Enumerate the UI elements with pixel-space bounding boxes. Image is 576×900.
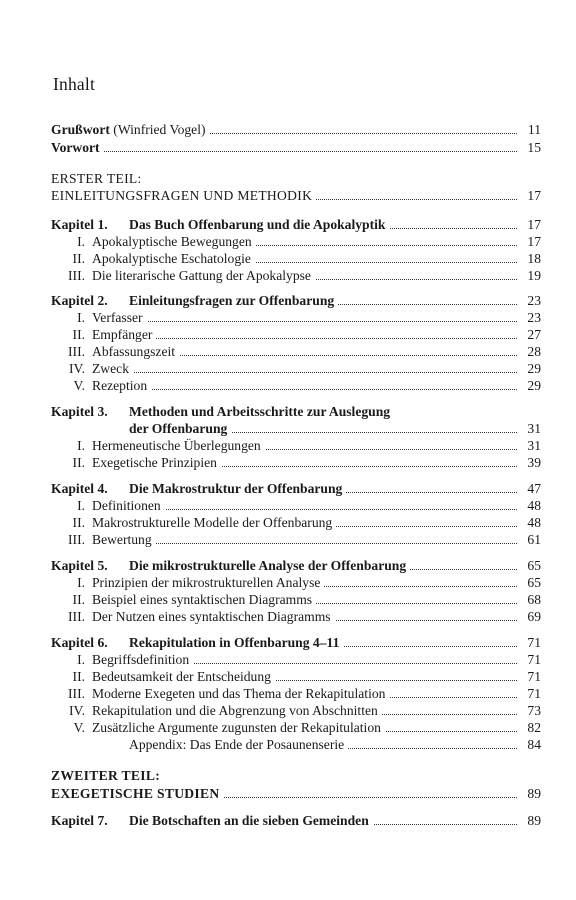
chapter-title: Einleitungsfragen zur Offenbarung bbox=[129, 292, 338, 309]
toc-entry-kapitel-1[interactable] bbox=[51, 216, 541, 233]
page-number: 47 bbox=[517, 480, 541, 497]
page-number: 71 bbox=[517, 668, 541, 685]
page-number: 28 bbox=[517, 343, 541, 360]
chapter-label: Kapitel 3. bbox=[51, 404, 108, 419]
entry-title: Grußwort bbox=[51, 122, 110, 137]
section-number: V. bbox=[51, 719, 85, 736]
chapter-label: Kapitel 2. bbox=[51, 293, 108, 308]
page-number: 17 bbox=[517, 216, 541, 233]
toc-entry-part2[interactable] bbox=[51, 785, 541, 802]
section-title: Zusätzliche Argumente zugunsten der Rekapitulation bbox=[92, 719, 385, 736]
page-number: 84 bbox=[517, 736, 541, 753]
section-title: Begriffsdefinition bbox=[92, 651, 193, 668]
chapter-title: Rekapitulation in Offenbarung 4–11 bbox=[129, 634, 343, 651]
toc-entry-grusswort[interactable] bbox=[51, 121, 541, 138]
section-number: II. bbox=[51, 668, 85, 685]
page-number: 65 bbox=[517, 557, 541, 574]
page-number: 11 bbox=[517, 121, 541, 138]
page-number: 19 bbox=[517, 267, 541, 284]
section-title: Empfänger bbox=[92, 326, 156, 343]
toc-entry-kapitel-4[interactable] bbox=[51, 480, 541, 497]
toc-subentry[interactable] bbox=[51, 497, 541, 514]
section-title: Bedeutsamkeit der Entscheidung bbox=[92, 668, 275, 685]
page-number: 31 bbox=[517, 420, 541, 437]
section-title: Zweck bbox=[92, 360, 133, 377]
section-number: IV. bbox=[51, 360, 85, 377]
part-heading: ZWEITER TEIL: bbox=[51, 768, 161, 783]
chapter-label: Kapitel 7. bbox=[51, 813, 108, 828]
section-title: Verfasser bbox=[92, 309, 147, 326]
section-number: IV. bbox=[51, 702, 85, 719]
toc-subentry[interactable] bbox=[51, 574, 541, 591]
page-number: 71 bbox=[517, 685, 541, 702]
toc-entry-part1[interactable] bbox=[51, 187, 541, 204]
toc-subentry[interactable] bbox=[51, 309, 541, 326]
chapter-title-cont: der Offenbarung bbox=[129, 420, 231, 437]
chapter-title: Die Makrostruktur der Offenbarung bbox=[129, 480, 346, 497]
toc-subentry[interactable] bbox=[51, 531, 541, 548]
page-number: 39 bbox=[517, 454, 541, 471]
section-title: Definitionen bbox=[92, 497, 165, 514]
section-title: Prinzipien der mikrostrukturellen Analyse bbox=[92, 574, 324, 591]
chapter-label: Kapitel 6. bbox=[51, 635, 108, 650]
chapter-label: Kapitel 1. bbox=[51, 217, 108, 232]
toc-entry-kapitel-3[interactable] bbox=[51, 420, 541, 437]
section-number: III. bbox=[51, 343, 85, 360]
section-number: I. bbox=[51, 309, 85, 326]
toc-subentry[interactable] bbox=[51, 651, 541, 668]
page-number: 48 bbox=[517, 497, 541, 514]
section-title: Bewertung bbox=[92, 531, 156, 548]
toc-entry-kapitel-5[interactable] bbox=[51, 557, 541, 574]
section-title: Beispiel eines syntaktischen Diagramms bbox=[92, 591, 316, 608]
toc-subentry[interactable] bbox=[51, 267, 541, 284]
section-number: V. bbox=[51, 377, 85, 394]
chapter-title: Methoden und Arbeitsschritte zur Auslegung bbox=[129, 404, 391, 419]
page-number: 71 bbox=[517, 651, 541, 668]
section-title: Apokalyptische Eschatologie bbox=[92, 250, 255, 267]
page-number: 89 bbox=[517, 785, 541, 802]
section-number: II. bbox=[51, 454, 85, 471]
toc-subentry[interactable] bbox=[51, 702, 541, 719]
section-number: II. bbox=[51, 591, 85, 608]
page-number: 68 bbox=[517, 591, 541, 608]
page-number: 18 bbox=[517, 250, 541, 267]
toc-subentry[interactable] bbox=[51, 608, 541, 625]
section-title: Abfassungszeit bbox=[92, 343, 179, 360]
toc-subentry[interactable] bbox=[51, 233, 541, 250]
part-heading: ERSTER TEIL: bbox=[51, 171, 142, 186]
page-number: 73 bbox=[517, 702, 541, 719]
page-number: 23 bbox=[517, 309, 541, 326]
section-number: I. bbox=[51, 574, 85, 591]
chapter-label: Kapitel 4. bbox=[51, 481, 108, 496]
section-title: Rezeption bbox=[92, 377, 151, 394]
entry-author: (Winfried Vogel) bbox=[109, 122, 206, 137]
toc-subentry[interactable] bbox=[51, 454, 541, 471]
chapter-title: Das Buch Offenbarung und die Apokalyptik bbox=[129, 216, 389, 233]
page-number: 23 bbox=[517, 292, 541, 309]
page-number: 15 bbox=[517, 139, 541, 156]
toc-subentry[interactable] bbox=[51, 719, 541, 736]
section-number: I. bbox=[51, 651, 85, 668]
toc-appendix[interactable] bbox=[51, 736, 541, 753]
page-number: 65 bbox=[517, 574, 541, 591]
page-number: 61 bbox=[517, 531, 541, 548]
page-number: 29 bbox=[517, 360, 541, 377]
section-number: III. bbox=[51, 531, 85, 548]
toc-entry-kapitel-6[interactable] bbox=[51, 634, 541, 651]
part-title: EXEGETISCHE STUDIEN bbox=[51, 785, 224, 802]
section-number: III. bbox=[51, 608, 85, 625]
page-number: 82 bbox=[517, 719, 541, 736]
page-number: 31 bbox=[517, 437, 541, 454]
section-number: III. bbox=[51, 267, 85, 284]
toc-subentry[interactable] bbox=[51, 668, 541, 685]
toc-subentry[interactable] bbox=[51, 437, 541, 454]
section-title: Exegetische Prinzipien bbox=[92, 454, 221, 471]
toc-subentry[interactable] bbox=[51, 591, 541, 608]
page-number: 17 bbox=[517, 233, 541, 250]
toc-subentry[interactable] bbox=[51, 377, 541, 394]
section-title: Apokalyptische Bewegungen bbox=[92, 233, 256, 250]
toc-entry-kapitel-7[interactable] bbox=[51, 812, 541, 829]
toc-subentry[interactable] bbox=[51, 514, 541, 531]
part-title: EINLEITUNGSFRAGEN UND METHODIK bbox=[51, 187, 316, 204]
page-number: 29 bbox=[517, 377, 541, 394]
page-number: 89 bbox=[517, 812, 541, 829]
page-number: 17 bbox=[517, 187, 541, 204]
toc-entry-kapitel-2[interactable] bbox=[51, 292, 541, 309]
section-number: I. bbox=[51, 437, 85, 454]
section-number: I. bbox=[51, 497, 85, 514]
section-title: Rekapitulation und die Abgrenzung von Abschnitten bbox=[92, 702, 382, 719]
toc-subentry[interactable] bbox=[51, 326, 541, 343]
section-title: Der Nutzen eines syntaktischen Diagramms bbox=[92, 608, 335, 625]
toc-entry-vorwort[interactable] bbox=[51, 139, 541, 156]
section-title: Die literarische Gattung der Apokalypse bbox=[92, 267, 315, 284]
section-number: I. bbox=[51, 233, 85, 250]
toc-subentry[interactable] bbox=[51, 250, 541, 267]
entry-title: Vorwort bbox=[51, 139, 104, 156]
page-number: 69 bbox=[517, 608, 541, 625]
section-number: II. bbox=[51, 326, 85, 343]
page-number: 71 bbox=[517, 634, 541, 651]
page-number: 48 bbox=[517, 514, 541, 531]
section-number: II. bbox=[51, 514, 85, 531]
page-title: Inhalt bbox=[53, 74, 96, 94]
toc-subentry[interactable] bbox=[51, 685, 541, 702]
page-number: 27 bbox=[517, 326, 541, 343]
toc-subentry[interactable] bbox=[51, 360, 541, 377]
section-number: II. bbox=[51, 250, 85, 267]
section-title: Makrostrukturelle Modelle der Offenbarung bbox=[92, 514, 336, 531]
section-number: III. bbox=[51, 685, 85, 702]
appendix-title: Appendix: Das Ende der Posaunenserie bbox=[129, 736, 348, 753]
chapter-label: Kapitel 5. bbox=[51, 558, 108, 573]
section-title: Hermeneutische Überlegungen bbox=[92, 437, 265, 454]
section-title: Moderne Exegeten und das Thema der Rekapitulation bbox=[92, 685, 389, 702]
toc-subentry[interactable] bbox=[51, 343, 541, 360]
chapter-title: Die Botschaften an die sieben Gemeinden bbox=[129, 812, 373, 829]
chapter-title: Die mikrostrukturelle Analyse der Offenbarung bbox=[129, 557, 410, 574]
dot-leader bbox=[51, 151, 517, 152]
